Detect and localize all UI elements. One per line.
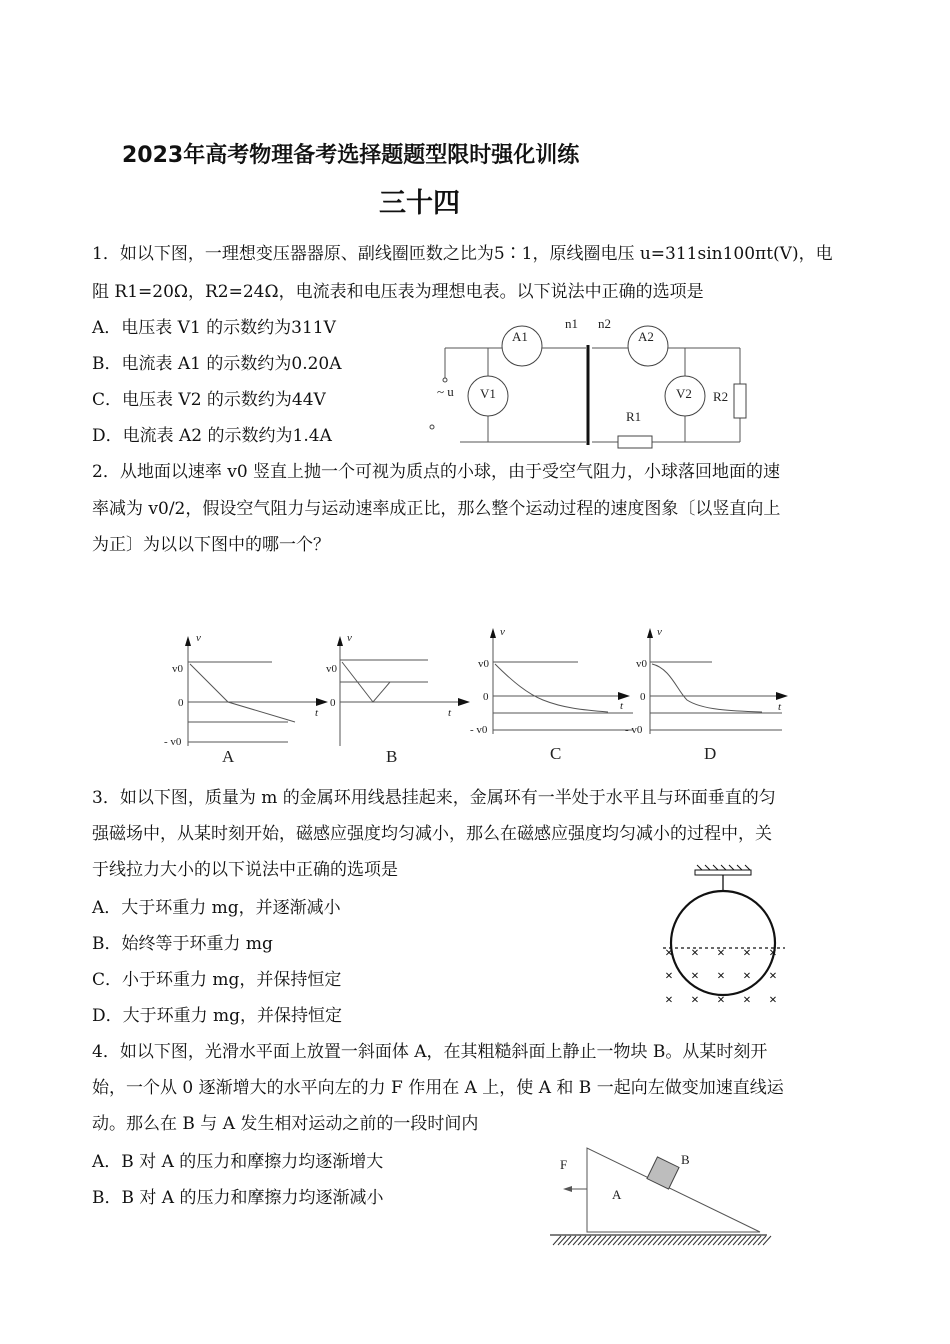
graph-c-curve	[495, 664, 608, 712]
terminal-top	[443, 378, 447, 382]
q1-option-c: C．电压表 V2 的示数约为44V	[92, 390, 326, 410]
graph-b-v0-label: v0	[326, 663, 337, 675]
q1-option-d: D．电流表 A2 的示数约为1.4A	[92, 426, 332, 446]
field-cross: ×	[743, 993, 751, 1008]
graph-d-curve	[652, 664, 762, 712]
q4-stem-line3: 动。那么在 B 与 A 发生相对运动之前的一段时间内	[92, 1114, 479, 1134]
graph-a-v-label: v	[196, 632, 201, 644]
q1-option-a: A．电压表 V1 的示数约为311V	[92, 318, 336, 338]
velocity-graph-a	[160, 628, 335, 770]
a2-label: A2	[638, 329, 654, 344]
graph-d-v-label: v	[657, 626, 662, 638]
graph-c-neg-label: - v0	[470, 724, 488, 736]
transformer-circuit-figure	[420, 310, 770, 452]
graph-b-label: B	[386, 747, 398, 766]
q2-stem-line2: 率减为 v0/2，假设空气阻力与运动速率成正比，那么整个运动过程的速度图象〔以竖直向上	[92, 499, 781, 519]
graph-c-zero-label: 0	[483, 691, 489, 703]
graph-d-v0-label: v0	[636, 658, 647, 670]
incline-block-figure	[545, 1140, 775, 1255]
field-cross: ×	[743, 969, 751, 984]
block-label: B	[681, 1152, 690, 1167]
field-cross: ×	[691, 946, 699, 961]
terminal-bottom	[430, 425, 434, 429]
resistor-r1	[618, 436, 652, 448]
q3-stem-line2: 强磁场中，从某时刻开始，磁感应强度均匀减小，那么在磁感应强度均匀减小的过程中，关	[92, 824, 772, 844]
graph-b-zero-label: 0	[330, 697, 336, 709]
field-cross: ×	[717, 969, 725, 984]
page-subtitle: 三十四	[379, 188, 460, 219]
graph-a-neg-label: - v0	[164, 736, 182, 748]
field-cross: ×	[691, 969, 699, 984]
graph-a-zero-label: 0	[178, 697, 184, 709]
a1-label: A1	[512, 329, 528, 344]
n2-label: n2	[598, 316, 611, 331]
graph-c-v0-label: v0	[478, 658, 489, 670]
graph-a-t-label: t	[315, 707, 319, 719]
field-cross: ×	[717, 993, 725, 1008]
graph-c-t-label: t	[620, 700, 624, 712]
q2-stem-line3: 为正〕为以以下图中的哪一个？	[92, 535, 330, 555]
field-cross: ×	[769, 993, 777, 1008]
field-cross: ×	[717, 946, 725, 961]
velocity-graph-d	[622, 622, 794, 767]
source-label: ~ u	[437, 384, 454, 399]
velocity-graph-c	[468, 622, 643, 767]
graph-c-v-label: v	[500, 626, 505, 638]
q1-option-b: B．电流表 A1 的示数约为0.20A	[92, 354, 342, 374]
graph-d-t-label: t	[778, 701, 782, 713]
graph-d-zero-label: 0	[640, 691, 646, 703]
graph-b-v-label: v	[347, 632, 352, 644]
velocity-graph-b	[320, 628, 470, 770]
page-title: 2023年高考物理备考选择题题型限时强化训练	[122, 143, 580, 168]
n1-label: n1	[565, 316, 578, 331]
field-cross: ×	[665, 993, 673, 1008]
field-cross: ×	[769, 969, 777, 984]
q3-option-b: B．始终等于环重力 mg	[92, 934, 273, 954]
field-cross: ×	[665, 969, 673, 984]
q4-stem-line2: 始，一个从 0 逐渐增大的水平向左的力 F 作用在 A 上，使 A 和 B 一起向左做变加速直线运	[92, 1078, 784, 1098]
graph-a-label: A	[222, 747, 235, 766]
graph-a-v0-label: v0	[172, 663, 183, 675]
graph-d-label: D	[704, 744, 717, 763]
r2-label: R2	[713, 389, 729, 404]
v1-label: V1	[480, 386, 496, 401]
force-label: F	[560, 1157, 568, 1172]
q2-stem-line1: 2．从地面以速率 v0 竖直上抛一个可视为质点的小球，由于受空气阻力，小球落回地面的速	[92, 462, 781, 482]
q3-option-a: A．大于环重力 mg，并逐渐减小	[92, 898, 341, 918]
resistor-r2	[734, 384, 746, 418]
graph-a-curve	[190, 664, 295, 722]
q3-option-d: D．大于环重力 mg，并保持恒定	[92, 1006, 343, 1026]
q4-stem-line1: 4．如以下图，光滑水平面上放置一斜面体 A，在其粗糙斜面上静止一物块 B。从某时刻开	[92, 1042, 768, 1062]
q4-option-b: B．B 对 A 的压力和摩擦力均逐渐减小	[92, 1188, 384, 1208]
graph-d-neg-label: - v0	[625, 724, 643, 736]
r1-label: R1	[626, 409, 642, 424]
v2-label: V2	[676, 386, 692, 401]
ceiling-mount	[695, 870, 751, 875]
incline-label: A	[612, 1187, 622, 1202]
field-cross: ×	[691, 993, 699, 1008]
q1-stem-line2: 阻 R1=20Ω，R2=24Ω，电流表和电压表为理想电表。以下说法中正确的选项是	[92, 282, 704, 302]
metal-ring-figure	[655, 862, 795, 1012]
field-cross: ×	[769, 946, 777, 961]
q3-option-c: C．小于环重力 mg，并保持恒定	[92, 970, 342, 990]
field-cross: ×	[665, 946, 673, 961]
q3-stem-line3: 于线拉力大小的以下说法中正确的选项是	[92, 860, 398, 880]
q4-option-a: A．B 对 A 的压力和摩擦力均逐渐增大	[92, 1152, 384, 1172]
graph-b-t-label: t	[448, 707, 452, 719]
q3-stem-line1: 3．如以下图，质量为 m 的金属环用线悬挂起来，金属环有一半处于水平且与环面垂直的匀	[92, 788, 776, 808]
q1-stem-line1: 1．如以下图，一理想变压器器原、副线圈匝数之比为5∶1，原线圈电压 u=311sin100πt(V)，电	[92, 244, 833, 264]
graph-c-label: C	[550, 744, 562, 763]
field-cross: ×	[743, 946, 751, 961]
magnetic-field-crosses	[665, 946, 777, 1008]
